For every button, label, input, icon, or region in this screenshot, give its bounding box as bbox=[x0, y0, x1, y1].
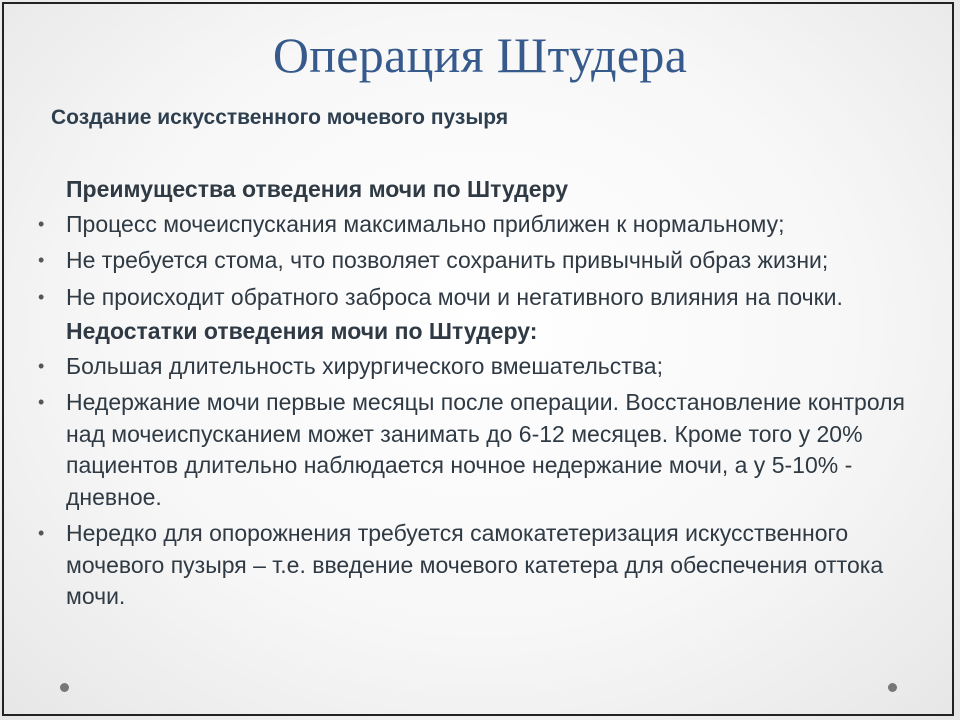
list-item-text: Нередко для опорожнения требуется самокатетеризация искусственного мочевого пузыря – т.е. введение мочевого катетера для обеспечения оттока мочи. bbox=[66, 520, 884, 609]
list-item bbox=[36, 245, 906, 277]
disadvantages-list bbox=[36, 351, 906, 613]
list-item bbox=[36, 209, 906, 241]
advantages-list bbox=[36, 209, 906, 314]
corner-dot-left-icon bbox=[60, 683, 69, 692]
slide-subtitle: Создание искусственного мочевого пузыря bbox=[51, 106, 509, 129]
bullet-icon: • bbox=[38, 213, 45, 234]
bullet-icon: • bbox=[38, 250, 45, 270]
bullet-icon: • bbox=[38, 286, 45, 307]
corner-dot-right-icon bbox=[888, 683, 897, 692]
list-item-text: Процесс мочеиспускания максимально приближен к нормальному; bbox=[66, 210, 785, 237]
list-item-text: Недержание мочи первые месяцы после операции. Восстановление контроля над мочеиспусканием может занимать до 6-12 месяцев. Кроме того у 20% пациентов длительно наблюдается ночное недержание мочи, а у 5-10% - дневное. bbox=[66, 389, 905, 510]
list-item-text: Не происходит обратного заброса мочи и негативного влияния на почки. bbox=[66, 283, 843, 310]
list-item bbox=[36, 351, 906, 383]
slide-title: Операция Штудера bbox=[272, 27, 688, 83]
list-item-text: Не требуется стома, что позволяет сохранить привычный образ жизни; bbox=[66, 247, 829, 273]
bullet-icon: • bbox=[38, 355, 45, 376]
list-item-text: Большая длительность хирургического вмешательства; bbox=[66, 352, 663, 379]
disadvantages-heading: Недостатки отведения мочи по Штудеру: bbox=[66, 318, 538, 344]
list-item bbox=[36, 282, 906, 314]
list-item bbox=[36, 518, 906, 613]
list-item bbox=[36, 387, 906, 513]
advantages-heading: Преимущества отведения мочи по Штудеру bbox=[66, 176, 569, 202]
slide-content bbox=[36, 174, 906, 613]
bullet-icon: • bbox=[38, 392, 45, 412]
bullet-icon: • bbox=[38, 523, 45, 543]
